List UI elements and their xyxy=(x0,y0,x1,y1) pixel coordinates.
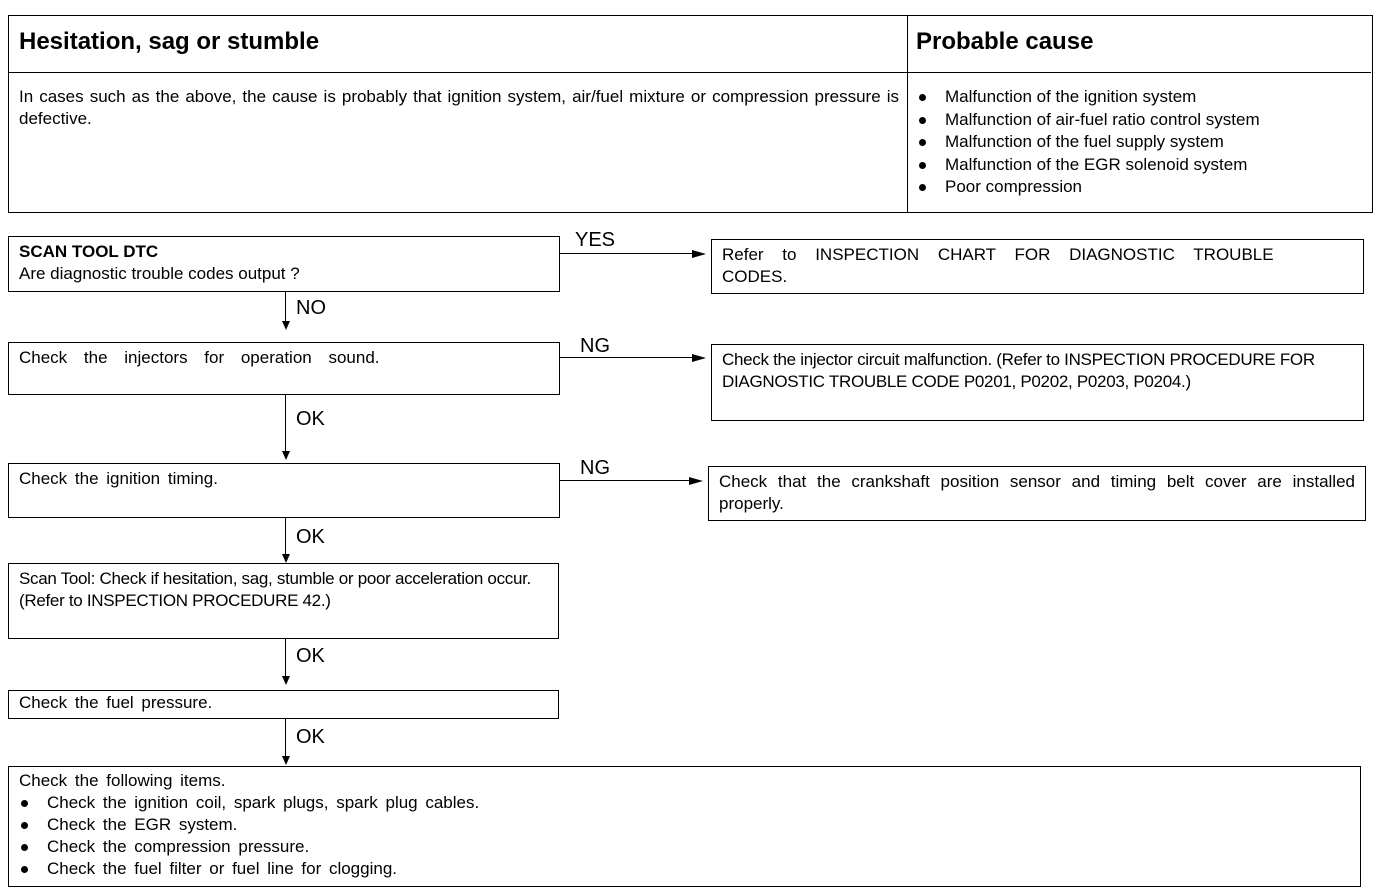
yes-label: YES xyxy=(575,229,616,251)
ok-arrow-line xyxy=(285,395,286,451)
result-crankshaft-sensor: Check that the crankshaft position sensor and timing belt cover are installed properly. xyxy=(708,466,1366,521)
step-text: Are diagnostic trouble codes output ? xyxy=(19,264,300,283)
arrow-right-icon xyxy=(692,250,706,258)
cause-list xyxy=(913,86,1373,199)
check-item: Check the EGR system. xyxy=(15,814,1350,836)
step-check-following-items xyxy=(8,766,1361,887)
step-scan-tool-dtc xyxy=(8,236,560,292)
ng-label: NG xyxy=(580,335,610,357)
arrow-right-icon xyxy=(692,354,706,362)
table-divider-vertical xyxy=(907,16,908,212)
ok-arrow-line xyxy=(285,719,286,756)
ng-label: NG xyxy=(580,457,610,479)
cause-item: Malfunction of the fuel supply system xyxy=(913,131,1373,154)
symptom-table xyxy=(8,15,1373,213)
table-divider-horizontal xyxy=(9,72,1371,73)
cause-item: Malfunction of air-fuel ratio control system xyxy=(913,109,1373,132)
check-item: Check the compression pressure. xyxy=(15,836,1350,858)
ok-arrow-line xyxy=(285,639,286,676)
ok-arrow-line xyxy=(285,518,286,554)
symptom-description: In cases such as the above, the cause is probably that ignition system, air/fuel mixture or compression pressure is defective. xyxy=(19,87,899,128)
arrow-down-icon xyxy=(282,676,290,685)
result-injector-circuit: Check the injector circuit malfunction. (Refer to INSPECTION PROCEDURE FOR DIAGNOSTIC TROUBLE CODE P0201, P0202, P0203, P0204.) xyxy=(711,344,1364,421)
result-dtc-chart: Refer to INSPECTION CHART FOR DIAGNOSTIC TROUBLE CODES. xyxy=(711,239,1364,294)
ng-arrow-line xyxy=(560,480,691,481)
no-label: NO xyxy=(296,297,326,319)
arrow-down-icon xyxy=(282,756,290,765)
arrow-down-icon xyxy=(282,451,290,460)
step-title: Check the following items. xyxy=(19,771,226,790)
cause-item: Malfunction of the EGR solenoid system xyxy=(913,154,1373,177)
cause-item: Malfunction of the ignition system xyxy=(913,86,1373,109)
check-item: Check the ignition coil, spark plugs, spark plug cables. xyxy=(15,792,1350,814)
cause-item: Poor compression xyxy=(913,176,1373,199)
arrow-down-icon xyxy=(282,321,290,330)
ng-arrow-line xyxy=(560,357,694,358)
step-title: SCAN TOOL DTC xyxy=(19,242,159,261)
ok-label: OK xyxy=(296,408,325,430)
arrow-down-icon xyxy=(282,554,290,563)
probable-cause-title: Probable cause xyxy=(916,28,1094,55)
no-arrow-line xyxy=(285,292,286,322)
check-item: Check the fuel filter or fuel line for clogging. xyxy=(15,858,1350,880)
symptom-title: Hesitation, sag or stumble xyxy=(19,28,320,55)
ok-label: OK xyxy=(296,526,325,548)
step-scan-tool-hesitation: Scan Tool: Check if hesitation, sag, stumble or poor acceleration occur. (Refer to INSPECTION PROCEDURE 42.) xyxy=(8,563,559,639)
arrow-right-icon xyxy=(689,477,703,485)
ok-label: OK xyxy=(296,726,325,748)
step-fuel-pressure: Check the fuel pressure. xyxy=(8,690,559,719)
step-ignition-timing: Check the ignition timing. xyxy=(8,463,560,518)
ok-label: OK xyxy=(296,645,325,667)
yes-arrow-line xyxy=(560,253,694,254)
check-items-list xyxy=(15,792,1350,880)
step-injector-sound: Check the injectors for operation sound. xyxy=(8,342,560,395)
